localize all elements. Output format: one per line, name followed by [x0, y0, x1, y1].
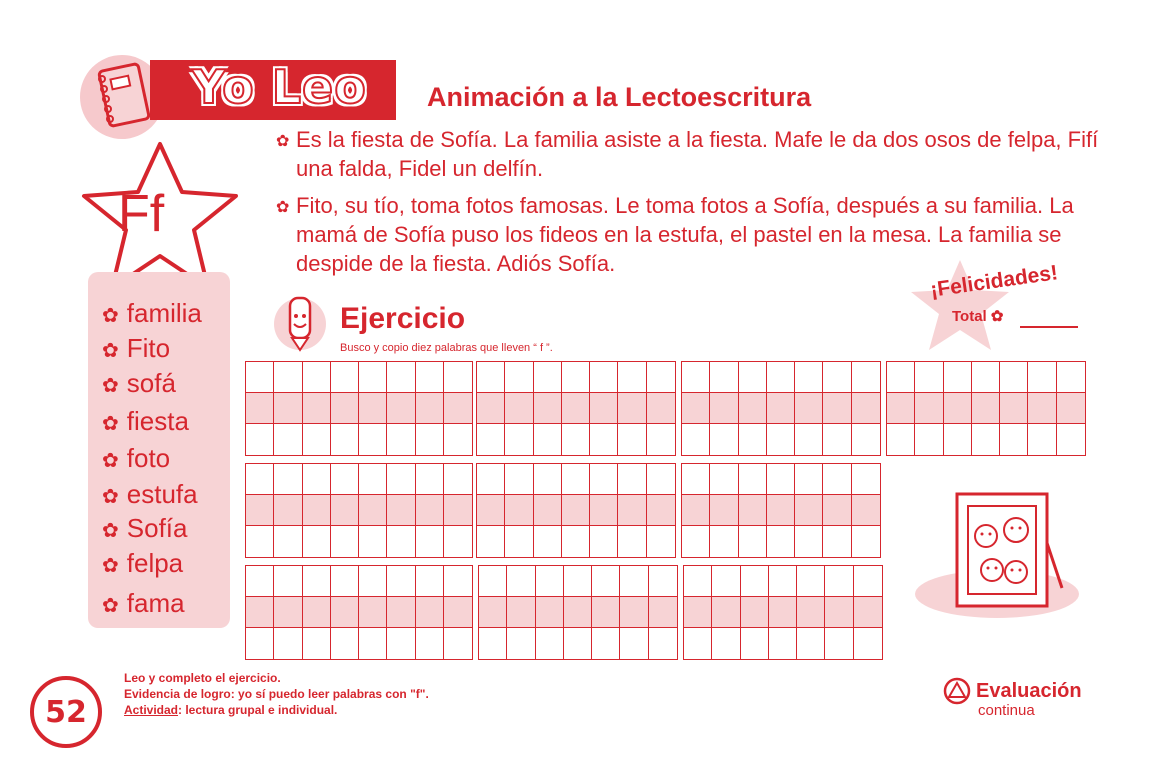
list-item: ✿ felpa — [102, 548, 184, 578]
star-bullet-icon: ✿ — [102, 595, 119, 617]
paragraph-2: Fito, su tío, toma fotos famosas. Le toma fotos a Sofía, después a su familia. La mamá de Sofía puso los fideos en la estufa, el pastel en la mesa. La familia se despide de la fiesta. Adiós Sofía. — [296, 193, 1074, 276]
exercise-title: Ejercicio — [340, 302, 466, 335]
star-bullet-icon: ✿ — [102, 486, 119, 508]
photo-frame — [912, 488, 1082, 632]
footer-notes — [124, 670, 429, 718]
activity-label: Actividad — [124, 703, 179, 717]
page-subtitle: Animación a la Lectoescritura — [427, 82, 812, 112]
pencil-icon — [270, 292, 330, 352]
writing-grid[interactable] — [683, 565, 883, 660]
writing-grid[interactable] — [245, 361, 473, 456]
total-answer-line[interactable] — [1020, 326, 1078, 328]
list-item: ✿ Fito — [102, 333, 171, 363]
star-bullet-icon: ✿ — [102, 520, 119, 542]
letter-badge-text: Ff — [118, 185, 165, 243]
footer-line-3: Actividad: lectura grupal e individual. — [124, 703, 338, 717]
list-item: ✿ fiesta — [102, 406, 189, 436]
total-label: Total ✿ — [952, 308, 1004, 325]
exercise-instruction: Busco y copio diez palabras que lleven “ f ”. — [340, 342, 553, 354]
list-item: ✿ sofá — [102, 368, 176, 398]
evaluation-subtitle: continua — [978, 702, 1035, 719]
writing-grid[interactable] — [245, 565, 473, 660]
list-item: ✿ Sofía — [102, 513, 188, 543]
paragraph-1: Es la fiesta de Sofía. La familia asiste a la fiesta. Mafe le da dos osos de felpa, Fifí una falda, Fidel un delfín. — [296, 127, 1099, 181]
star-bullet-icon: ✿ — [102, 375, 119, 397]
star-bullet-icon: ✿ — [102, 413, 119, 435]
congrats-title: ¡Felicidades! — [928, 261, 1060, 302]
list-item: ✿ fama — [102, 588, 185, 618]
star-bullet-icon: ✿ — [102, 450, 119, 472]
evaluation-badge — [942, 676, 1082, 719]
star-bullet-icon: ✿ — [990, 308, 1004, 325]
star-bullet-icon: ✿ — [102, 555, 119, 577]
evaluation-title: Evaluación — [976, 679, 1082, 702]
writing-grid[interactable] — [476, 361, 676, 456]
footer-line-1: Leo y completo el ejercicio. — [124, 671, 281, 685]
photo-frame-icon — [912, 488, 1082, 628]
pencil-badge — [270, 292, 330, 356]
writing-grid[interactable] — [886, 361, 1086, 456]
star-bullet-icon: ✿ — [276, 197, 290, 216]
list-item: ✿ familia — [102, 298, 202, 328]
writing-grid[interactable] — [681, 361, 881, 456]
page-number: 52 — [30, 676, 102, 748]
writing-grid[interactable] — [478, 565, 678, 660]
list-item: ✿ estufa — [102, 479, 198, 509]
star-bullet-icon: ✿ — [276, 131, 290, 150]
footer-line-2: Evidencia de logro: yo sí puedo leer palabras con "f". — [124, 687, 429, 701]
writing-grid[interactable] — [245, 463, 473, 558]
evaluation-icon — [942, 676, 972, 706]
star-bullet-icon: ✿ — [102, 305, 119, 327]
writing-grid[interactable] — [681, 463, 881, 558]
page-title: Yo Leo — [192, 60, 367, 114]
list-item: ✿ foto — [102, 443, 171, 473]
writing-grid[interactable] — [476, 463, 676, 558]
star-bullet-icon: ✿ — [102, 340, 119, 362]
